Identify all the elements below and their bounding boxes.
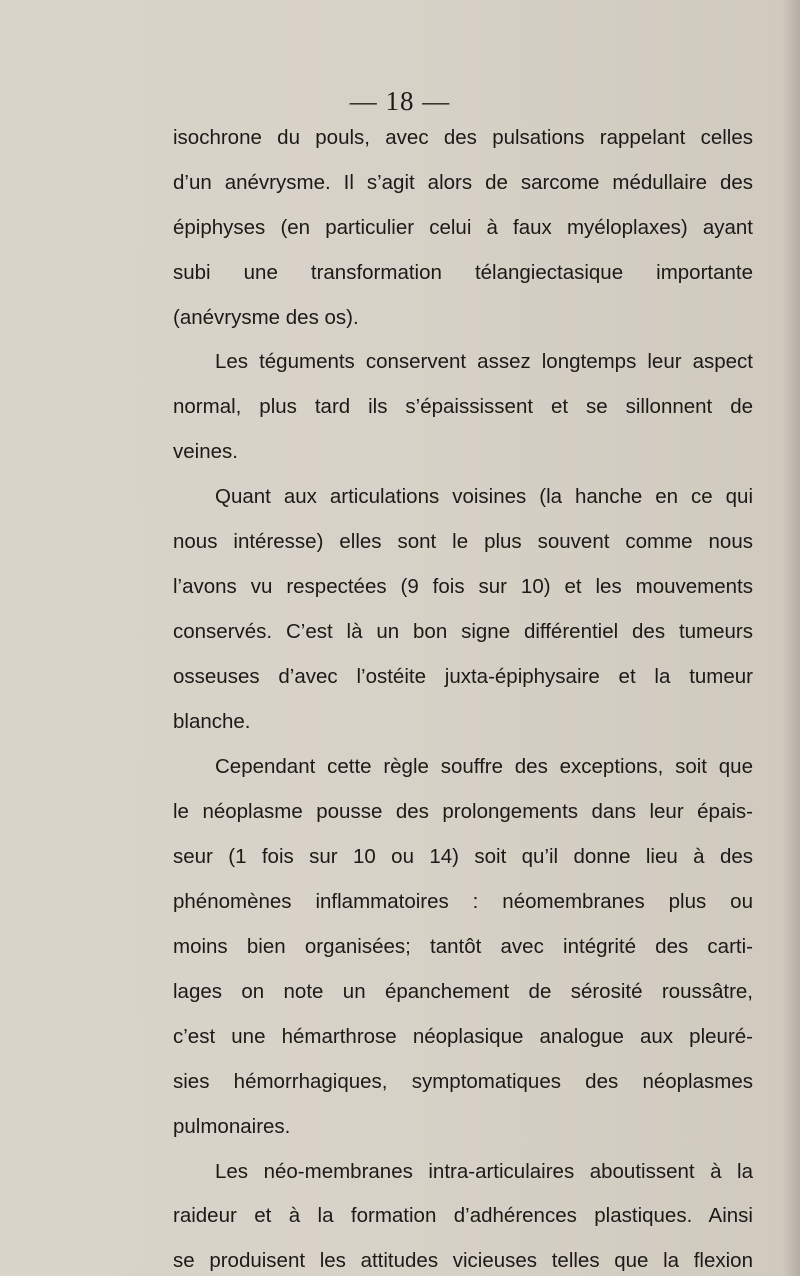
page-edge-shadow [782,0,800,1276]
text-line: isochrone du pouls, avec des pulsations rappelant celles [173,126,753,149]
text-line: normal, plus tard ils s’épaississent et se sillonnent de [173,395,753,418]
text-line: c’est une hémarthrose néoplasique analogue aux pleuré- [173,1025,753,1048]
text-line: nous intéresse) elles sont le plus souvent comme nous [173,530,753,553]
text-line: conservés. C’est là un bon signe différentiel des tumeurs [173,620,753,643]
text-line: raideur et à la formation d’adhérences plastiques. Ainsi [173,1204,753,1227]
text-line: veines. [173,440,238,463]
text-line: Quant aux articulations voisines (la hanche en ce qui [215,485,753,508]
text-line: le néoplasme pousse des prolongements dans leur épais- [173,800,753,823]
text-line: l’avons vu respectées (9 fois sur 10) et les mouvements [173,575,753,598]
text-line: épiphyses (en particulier celui à faux myéloplaxes) ayant [173,216,753,239]
text-line: moins bien organisées; tantôt avec intégrité des carti- [173,935,753,958]
text-line: blanche. [173,710,251,733]
text-line: seur (1 fois sur 10 ou 14) soit qu’il donne lieu à des [173,845,753,868]
text-line: (anévrysme des os). [173,306,359,329]
text-line: subi une transformation télangiectasique importante [173,261,753,284]
text-line: se produisent les attitudes vicieuses telles que la flexion [173,1249,753,1272]
text-line: osseuses d’avec l’ostéite juxta-épiphysaire et la tumeur [173,665,753,688]
text-line: d’un anévrysme. Il s’agit alors de sarcome médullaire des [173,171,753,194]
text-line: Les néo-membranes intra-articulaires aboutissent à la [215,1160,753,1183]
text-line: pulmonaires. [173,1115,291,1138]
text-line: Cependant cette règle souffre des exceptions, soit que [215,755,753,778]
text-line: lages on note un épanchement de sérosité roussâtre, [173,980,753,1003]
page-number: — 18 — [349,86,451,116]
text-line: sies hémorrhagiques, symptomatiques des néoplasmes [173,1070,753,1093]
text-line: Les téguments conservent assez longtemps leur aspect [215,350,753,373]
text-line: phénomènes inflammatoires : néomembranes plus ou [173,890,753,913]
